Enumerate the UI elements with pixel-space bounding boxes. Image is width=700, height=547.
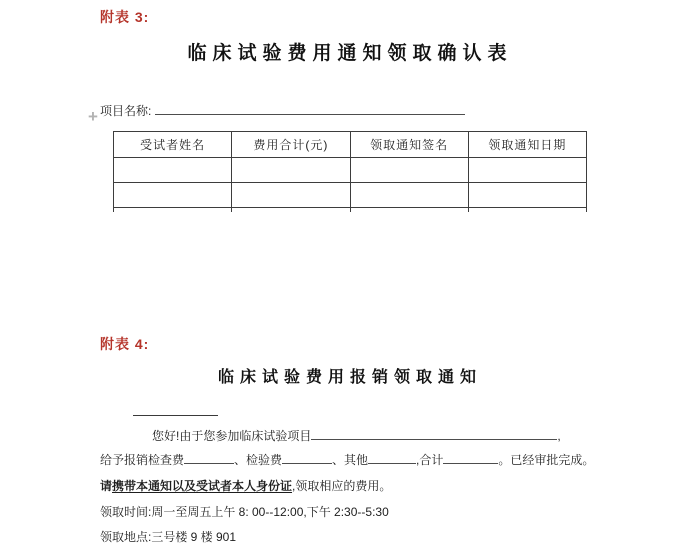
expense-seg5: 。已经审批完成。 xyxy=(498,453,595,467)
table-header-row xyxy=(114,132,587,158)
expense-seg1: 给予报销检查费 xyxy=(100,453,185,467)
table-cell[interactable] xyxy=(468,183,586,208)
table-cell[interactable] xyxy=(350,158,468,183)
carry-emphasis: 携带本通知以及受试者本人身份证 xyxy=(112,479,293,493)
project-name-blank[interactable] xyxy=(155,102,465,115)
table-row xyxy=(114,158,587,183)
table-cell[interactable] xyxy=(350,183,468,208)
addressee-blank[interactable] xyxy=(133,403,218,416)
project-name-label: 项目名称: xyxy=(100,104,152,118)
carry-notice-line xyxy=(100,477,391,494)
appendix4-label: 附表 4: xyxy=(100,336,150,352)
total-fee-blank[interactable] xyxy=(443,451,498,464)
appendix4-title: 临床试验费用报销领取通知 xyxy=(217,369,482,386)
expense-seg4: ,合计 xyxy=(416,453,444,467)
appendix3-label: 附表 3: xyxy=(100,9,150,25)
header-notice-date: 领取通知日期 xyxy=(468,132,586,158)
test-fee-blank[interactable] xyxy=(282,451,332,464)
table-cell xyxy=(114,208,232,213)
header-fee-total: 费用合计(元) xyxy=(232,132,350,158)
greeting-comma: , xyxy=(557,429,561,443)
table-cell xyxy=(468,208,586,213)
table-cell xyxy=(232,208,350,213)
table-move-cursor-icon: + xyxy=(88,107,98,126)
table-cell xyxy=(350,208,468,213)
header-subject-name: 受试者姓名 xyxy=(114,132,232,158)
table-cell[interactable] xyxy=(114,183,232,208)
table-cell[interactable] xyxy=(468,158,586,183)
table-row-clipped xyxy=(114,208,587,213)
table-cell[interactable] xyxy=(232,158,350,183)
greeting-line xyxy=(100,427,561,444)
expense-seg2: 、检验费 xyxy=(234,453,283,467)
project-blank[interactable] xyxy=(311,427,557,440)
pickup-place-line: 领取地点:三号楼 9 楼 901 xyxy=(100,530,237,544)
header-notice-signature: 领取通知签名 xyxy=(350,132,468,158)
carry-suffix: ,领取相应的费用。 xyxy=(292,479,392,493)
exam-fee-blank[interactable] xyxy=(184,451,234,464)
table-cell[interactable] xyxy=(232,183,350,208)
fee-confirmation-table xyxy=(113,131,587,212)
carry-prefix: 请 xyxy=(100,479,113,493)
expense-line xyxy=(100,451,594,468)
expense-seg3: 、其他 xyxy=(332,453,369,467)
appendix3-title: 临床试验费用通知领取确认表 xyxy=(187,43,513,64)
table-cell[interactable] xyxy=(114,158,232,183)
table-row xyxy=(114,183,587,208)
other-fee-blank[interactable] xyxy=(368,451,416,464)
greeting-text: 您好!由于您参加临床试验项目 xyxy=(152,429,312,443)
pickup-time-line: 领取时间:周一至周五上午 8: 00--12:00,下午 2:30--5:30 xyxy=(100,505,389,519)
project-name-line xyxy=(100,102,465,119)
